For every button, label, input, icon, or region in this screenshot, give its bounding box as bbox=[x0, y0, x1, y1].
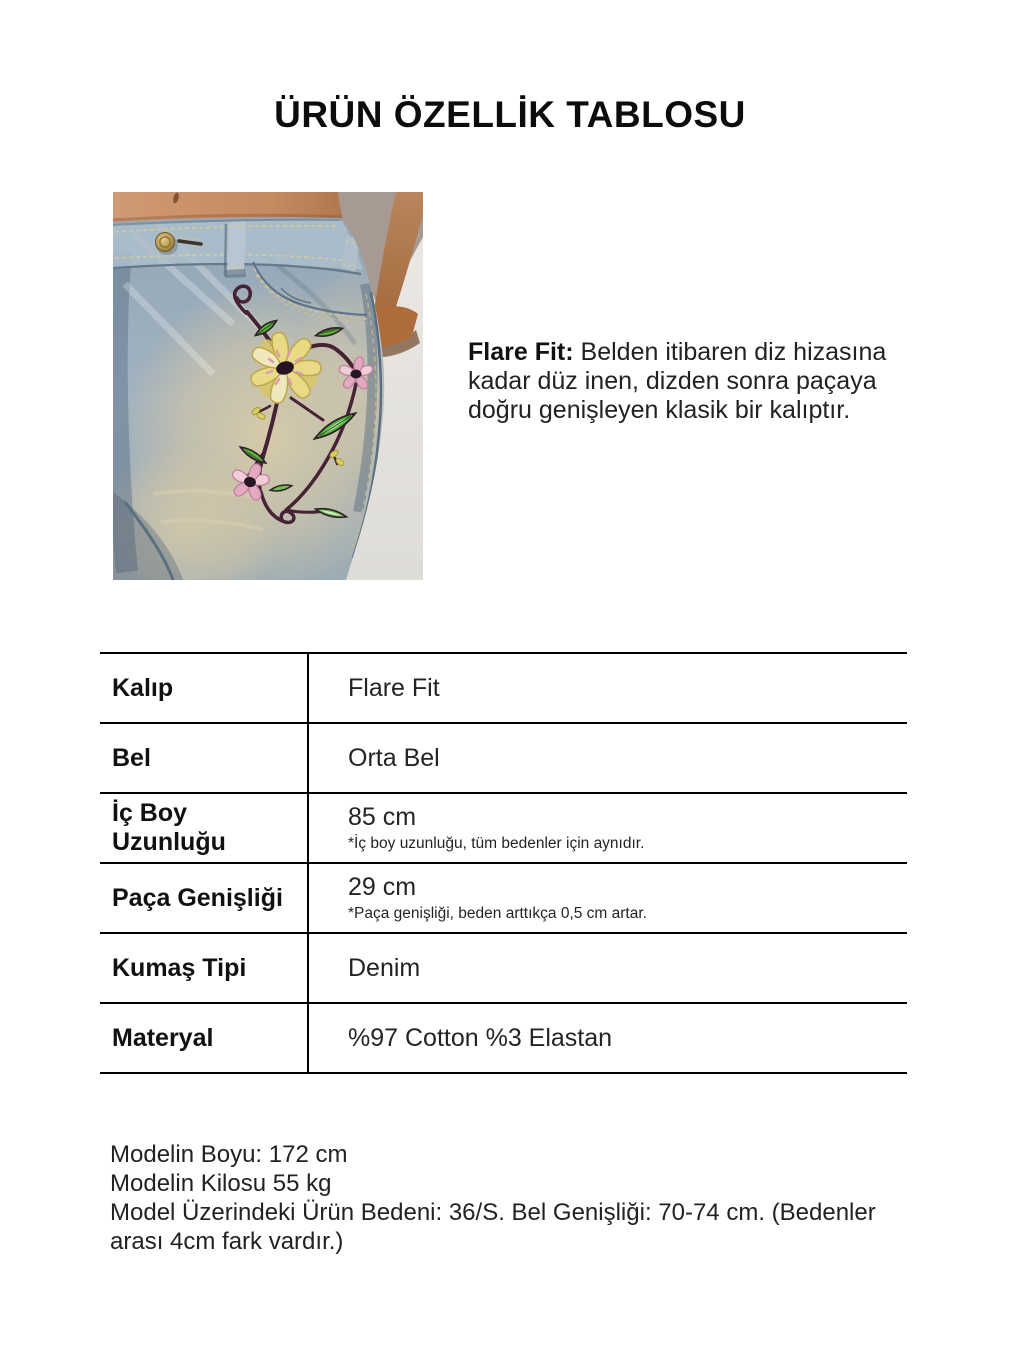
spec-value: %97 Cotton %3 Elastan bbox=[348, 1023, 613, 1052]
spec-value-cell bbox=[309, 724, 907, 792]
spec-value-cell bbox=[309, 934, 907, 1002]
spec-value: Orta Bel bbox=[348, 743, 440, 772]
spec-label: Paça Genişliği bbox=[100, 864, 309, 932]
page-title: ÜRÜN ÖZELLİK TABLOSU bbox=[274, 94, 746, 135]
table-row-bel bbox=[100, 722, 907, 792]
spec-value: 29 cm bbox=[348, 873, 417, 901]
spec-label: Bel bbox=[100, 724, 309, 792]
model-height: Modelin Boyu: 172 cm bbox=[110, 1141, 348, 1168]
spec-label: Kumaş Tipi bbox=[100, 934, 309, 1002]
spec-value: 85 cm bbox=[348, 803, 417, 831]
model-measurements bbox=[110, 1140, 876, 1256]
spec-value-cell bbox=[309, 1004, 907, 1072]
fit-description-line: kadar düz inen, dizden sonra paçaya bbox=[468, 367, 877, 395]
spec-label: Kalıp bbox=[100, 654, 309, 722]
fit-description bbox=[468, 338, 886, 425]
model-size-line: Model Üzerindeki Ürün Bedeni: 36/S. Bel Genişliği: 70-74 cm. (Bedenler bbox=[110, 1199, 876, 1226]
fit-description-line: doğru genişleyen klasik bir kalıptır. bbox=[468, 396, 851, 424]
spec-table bbox=[100, 652, 907, 1074]
fit-description-line: Flare Fit: Belden itibaren diz hizasına bbox=[468, 338, 887, 366]
table-row-kalip bbox=[100, 652, 907, 722]
table-row-materyal bbox=[100, 1002, 907, 1072]
table-row-ic-boy bbox=[100, 792, 907, 862]
spec-note: *Paça genişliği, beden arttıkça 0,5 cm artar. bbox=[348, 905, 647, 922]
spec-value: Flare Fit bbox=[348, 673, 440, 702]
table-row-kumas bbox=[100, 932, 907, 1002]
jeans-photo-illustration bbox=[113, 192, 423, 580]
spec-label: İç Boy Uzunluğu bbox=[100, 794, 309, 862]
spec-value-cell bbox=[309, 654, 907, 722]
spec-value: Denim bbox=[348, 953, 421, 982]
spec-label: Materyal bbox=[100, 1004, 309, 1072]
spec-note: *İç boy uzunluğu, tüm bedenler için aynıdır. bbox=[348, 835, 645, 852]
table-row-paca bbox=[100, 862, 907, 932]
product-photo bbox=[113, 192, 423, 580]
fit-name: Flare Fit: bbox=[468, 338, 574, 366]
spec-value-cell bbox=[309, 864, 907, 932]
model-size-line-wrap: arası 4cm fark vardır.) bbox=[110, 1228, 344, 1255]
spec-value-cell bbox=[309, 794, 907, 862]
model-weight: Modelin Kilosu 55 kg bbox=[110, 1170, 332, 1197]
